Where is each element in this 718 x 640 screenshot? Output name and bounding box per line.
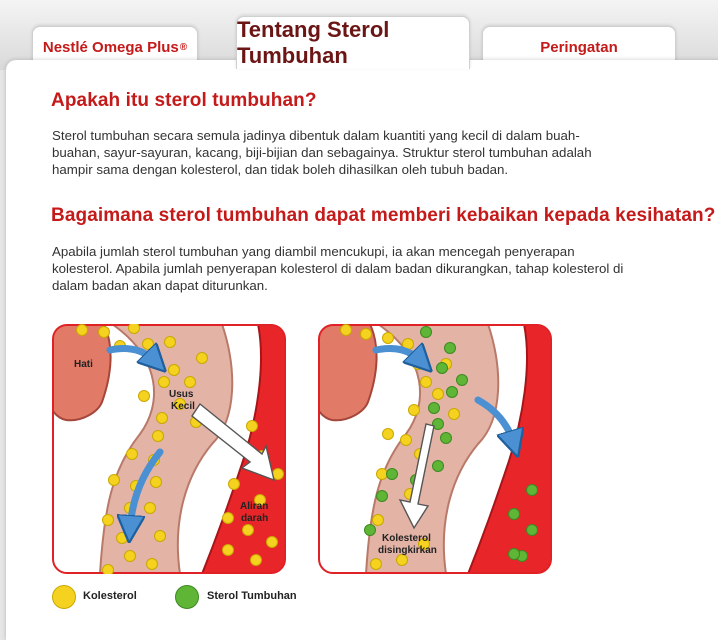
paragraph-line: Apabila jumlah sterol tumbuhan yang diambil mencukupi, ia akan mencegah penyerapan <box>52 244 575 259</box>
excreted-label: disingkirkan <box>378 545 437 556</box>
cholesterol-particle <box>165 337 176 348</box>
cholesterol-particle <box>409 405 420 416</box>
cholesterol-particle <box>401 435 412 446</box>
plant-sterol-particle <box>509 549 520 560</box>
cholesterol-particle <box>377 469 388 480</box>
cholesterol-particle <box>247 421 258 432</box>
cholesterol-particle <box>373 515 384 526</box>
registered-mark: ® <box>179 41 188 53</box>
cholesterol-particle <box>125 551 136 562</box>
cholesterol-particle <box>77 325 88 336</box>
cholesterol-particle <box>383 333 394 344</box>
plant-sterol-particle <box>433 461 444 472</box>
section-heading: Bagaimana sterol tumbuhan dapat memberi kebaikan kepada kesihatan? <box>51 205 716 226</box>
paragraph-line: dalam badan akan dapat diturunkan. <box>52 278 268 293</box>
plant-sterol-legend-icon <box>175 585 199 609</box>
cholesterol-particle <box>243 525 254 536</box>
plant-sterol-particle <box>387 469 398 480</box>
tab-label: Nestlé Omega Plus <box>42 38 179 56</box>
cholesterol-particle <box>169 365 180 376</box>
cholesterol-particle <box>127 449 138 460</box>
plant-sterol-particle <box>527 485 538 496</box>
plant-sterol-particle <box>421 327 432 338</box>
cholesterol-particle <box>103 565 114 575</box>
cholesterol-particle <box>99 327 110 338</box>
cholesterol-particle <box>251 555 262 566</box>
excreted-label: Kolesterol <box>382 533 431 544</box>
blood-label: Aliran <box>240 501 269 512</box>
intestine-label: Usus <box>169 389 194 400</box>
tab-label: Peringatan <box>540 38 618 56</box>
cholesterol-particle <box>153 431 164 442</box>
cholesterol-particle <box>103 515 114 526</box>
tab-tentang-sterol-tumbuhan[interactable] <box>236 16 470 69</box>
cholesterol-particle <box>449 409 460 420</box>
plant-sterol-particle <box>377 491 388 502</box>
plant-sterol-particle <box>509 509 520 520</box>
cholesterol-particle <box>397 555 408 566</box>
cholesterol-particle <box>117 533 128 544</box>
paragraph-line: buahan, sayur-sayuran, kacang, biji-bijian dan sebagainya. Struktur sterol tumbuhan adalah <box>52 145 592 160</box>
cholesterol-particle <box>157 413 168 424</box>
plant-sterol-particle <box>441 433 452 444</box>
cholesterol-particle <box>383 429 394 440</box>
section-heading: Apakah itu sterol tumbuhan? <box>51 90 317 111</box>
plant-sterol-particle <box>527 525 538 536</box>
paragraph-line: kolesterol. Apabila jumlah penyerapan kolesterol di dalam badan dikurangkan, tahap kolesterol di <box>52 261 624 276</box>
content-panel <box>6 60 718 640</box>
paragraph-line: Sterol tumbuhan secara semula jadinya dibentuk dalam kuantiti yang kecil di dalam buah- <box>52 128 580 143</box>
liver-label: Hati <box>74 359 93 370</box>
cholesterol-particle <box>371 559 382 570</box>
plant-sterol-particle <box>457 375 468 386</box>
cholesterol-particle <box>151 477 162 488</box>
cholesterol-particle <box>139 391 150 402</box>
figure-plant-sterol-blocking <box>318 324 552 574</box>
blood-label: darah <box>241 513 269 524</box>
cholesterol-particle <box>433 389 444 400</box>
section-paragraph <box>52 243 692 294</box>
cholesterol-particle <box>341 325 352 336</box>
cholesterol-particle <box>361 329 372 340</box>
cholesterol-particle <box>155 531 166 542</box>
cholesterol-particle <box>145 503 156 514</box>
plant-sterol-particle <box>365 525 376 536</box>
cholesterol-particle <box>109 475 120 486</box>
cholesterol-particle <box>147 559 158 570</box>
paragraph-line: hampir sama dengan kolesterol, dan tidak boleh dihasilkan oleh tubuh badan. <box>52 162 509 177</box>
cholesterol-particle <box>267 537 278 548</box>
cholesterol-particle <box>159 377 170 388</box>
figure-cholesterol-absorption <box>52 324 286 574</box>
cholesterol-particle <box>223 545 234 556</box>
plant-sterol-particle <box>445 343 456 354</box>
intestine-label: Kecil <box>171 401 195 412</box>
section-paragraph <box>52 127 692 178</box>
cholesterol-particle <box>229 479 240 490</box>
cholesterol-legend-icon <box>52 585 76 609</box>
cholesterol-particle <box>421 377 432 388</box>
cholesterol-particle <box>143 339 154 350</box>
plant-sterol-particle <box>437 363 448 374</box>
legend-label-plant-sterol: Sterol Tumbuhan <box>207 590 297 602</box>
cholesterol-particle <box>223 513 234 524</box>
cholesterol-particle <box>197 353 208 364</box>
cholesterol-particle <box>185 377 196 388</box>
cholesterol-particle <box>129 324 140 334</box>
legend-label-cholesterol: Kolesterol <box>83 590 137 602</box>
plant-sterol-particle <box>447 387 458 398</box>
tab-label: Tentang Sterol Tumbuhan <box>237 17 390 68</box>
plant-sterol-particle <box>429 403 440 414</box>
